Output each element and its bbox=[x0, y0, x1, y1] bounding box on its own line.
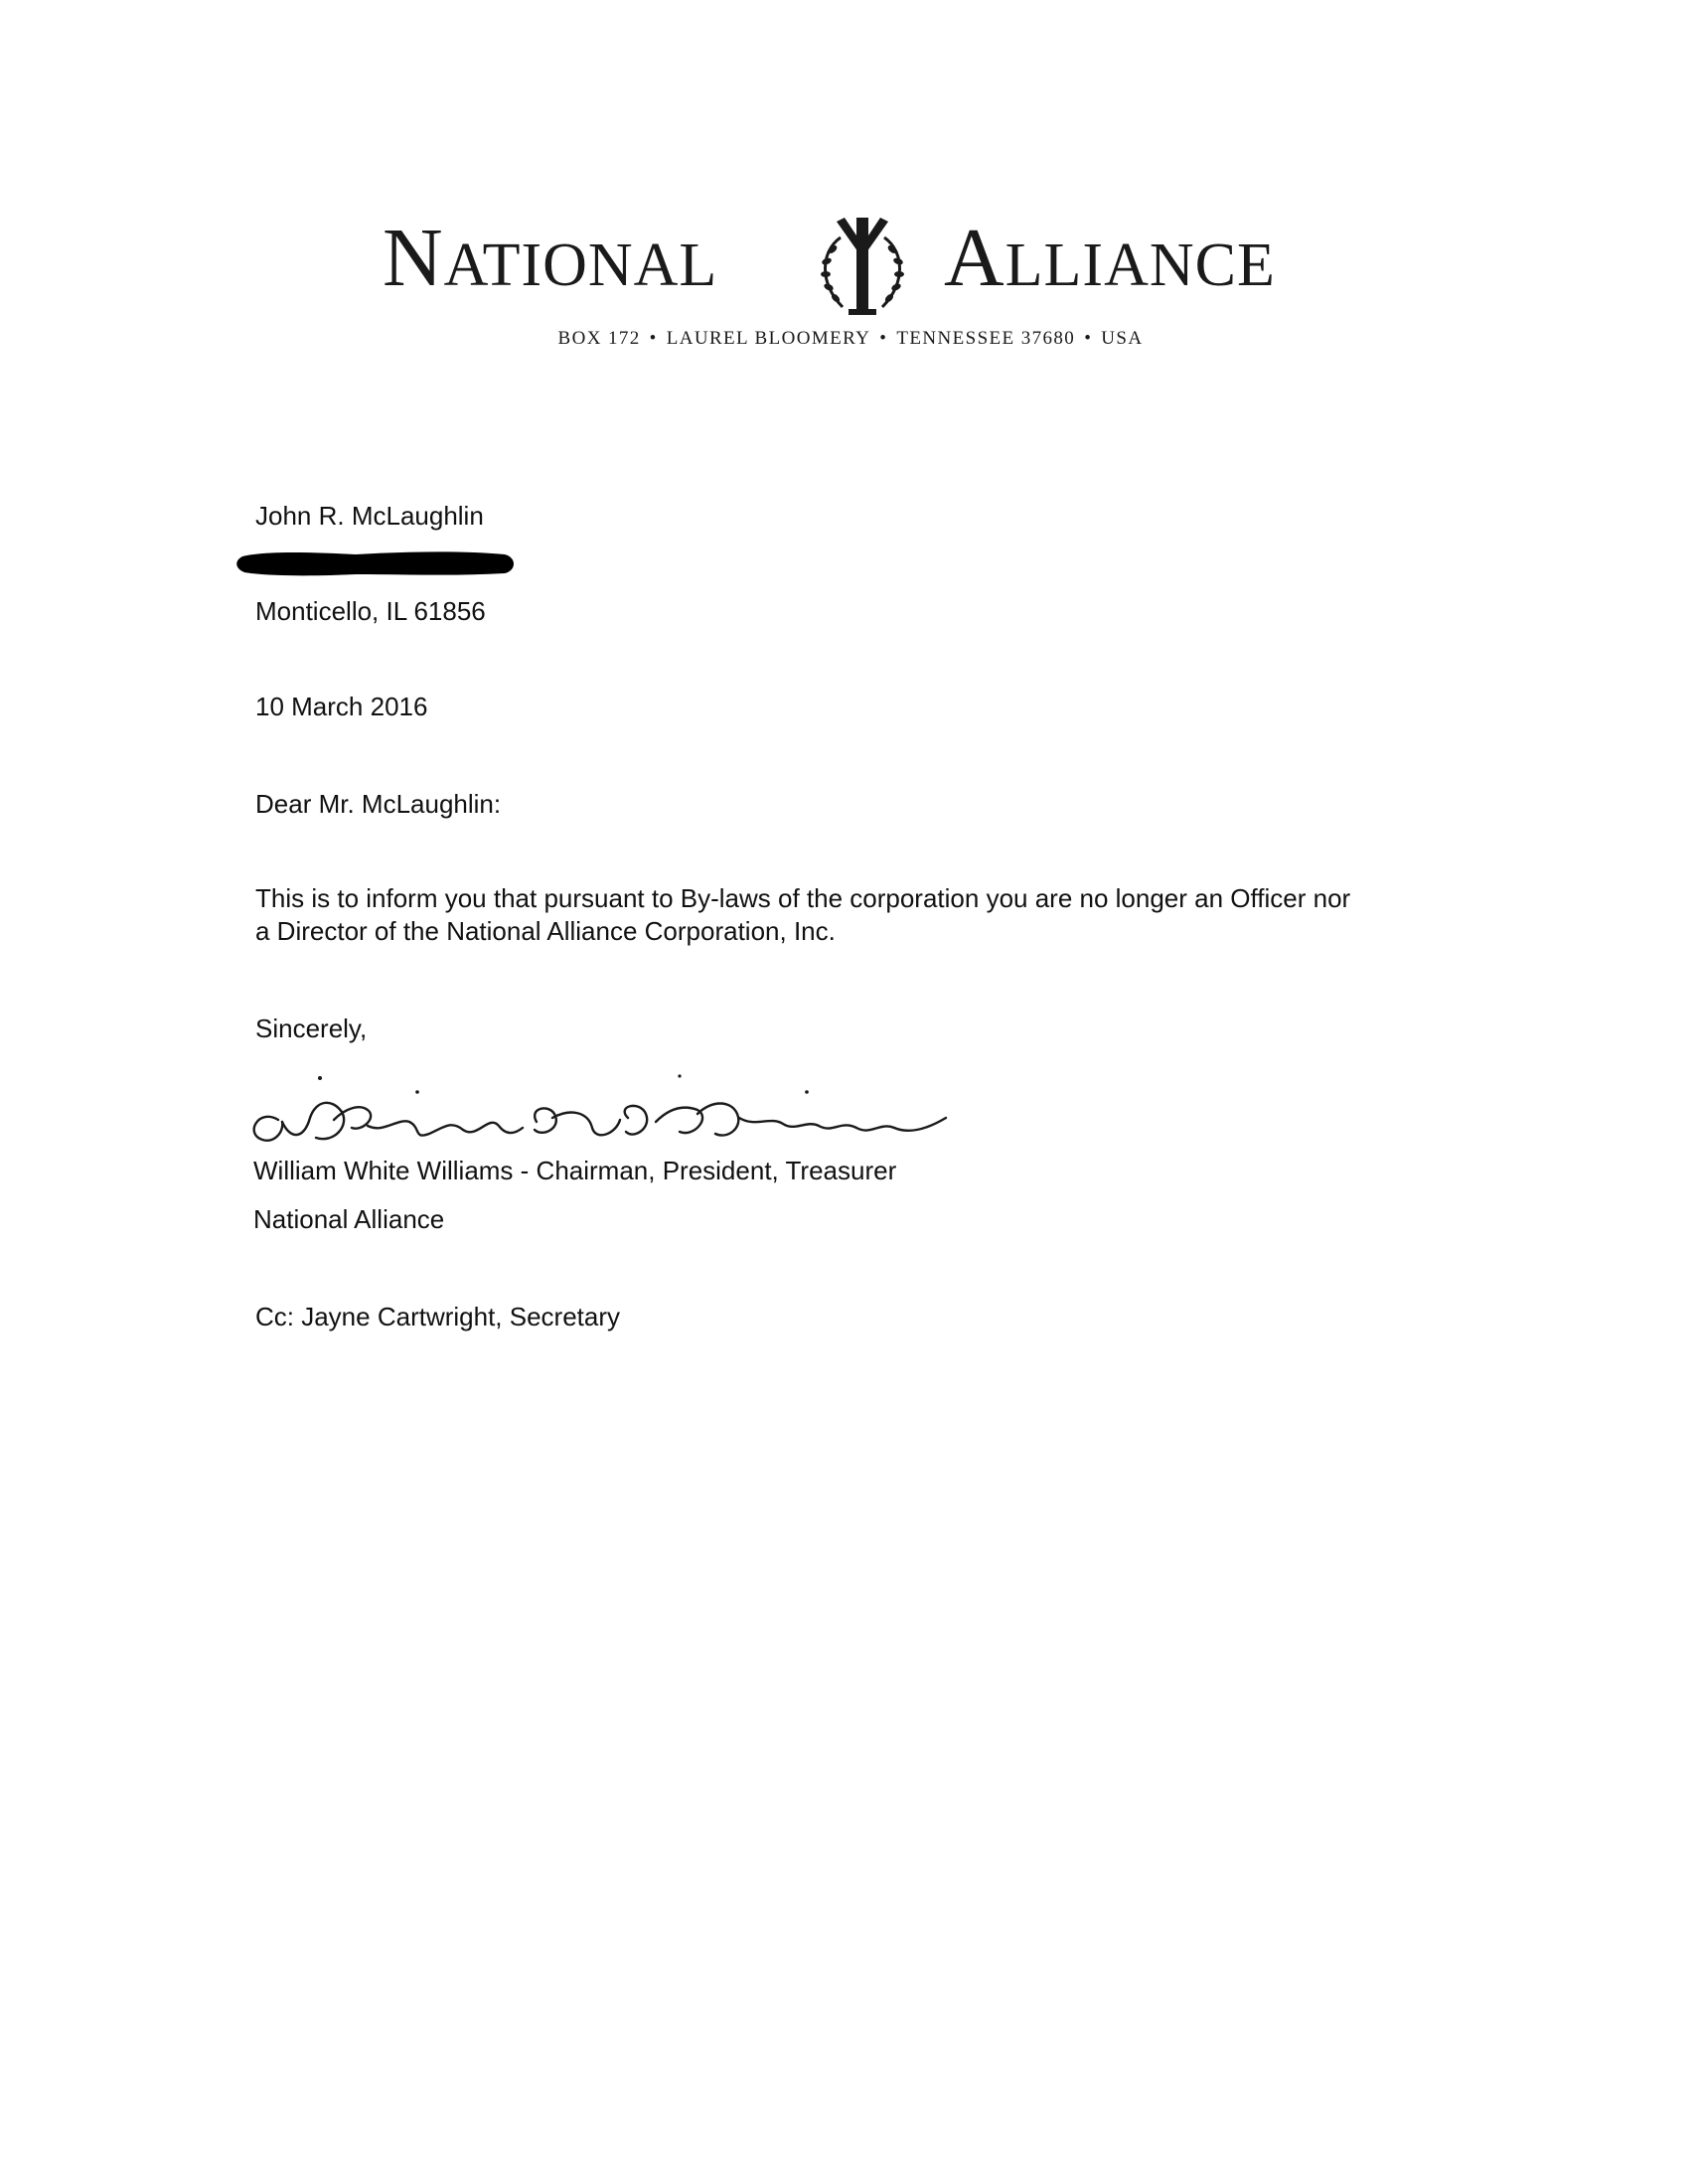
redaction-mark bbox=[236, 548, 517, 578]
address-state-zip: TENNESSEE 37680 bbox=[896, 328, 1076, 349]
recipient-city-line: Monticello, IL 61856 bbox=[255, 596, 486, 626]
body-line-1: This is to inform you that pursuant to By-laws of the corporation you are no longer an Officer nor bbox=[255, 883, 1351, 913]
letterhead bbox=[0, 214, 1701, 353]
body-line-2: a Director of the National Alliance Corporation, Inc. bbox=[255, 916, 836, 946]
letter-date: 10 March 2016 bbox=[255, 692, 428, 721]
bullet-separator: • bbox=[879, 328, 888, 349]
closing: Sincerely, bbox=[255, 1014, 368, 1043]
signer-name-title: William White Williams - Chairman, President, Treasurer bbox=[253, 1156, 897, 1185]
signer-organization: National Alliance bbox=[253, 1204, 445, 1234]
address-box: BOX 172 bbox=[557, 328, 641, 349]
bullet-separator: • bbox=[649, 328, 658, 349]
org-name-left bbox=[383, 214, 717, 310]
bullet-separator: • bbox=[1084, 328, 1093, 349]
recipient-name: John R. McLaughlin bbox=[255, 501, 484, 531]
org-name-right bbox=[944, 214, 1276, 310]
handwritten-signature bbox=[238, 1048, 1004, 1168]
org-name-right-initial: A bbox=[944, 212, 1005, 304]
salutation: Dear Mr. McLaughlin: bbox=[255, 789, 502, 819]
address-town: LAUREL BLOOMERY bbox=[666, 328, 871, 349]
org-name-left-rest: ATIONAL bbox=[443, 232, 718, 299]
org-name-left-initial: N bbox=[383, 212, 444, 304]
cc-line: Cc: Jayne Cartwright, Secretary bbox=[255, 1302, 621, 1331]
life-rune-wreath-emblem-icon bbox=[807, 212, 918, 323]
letterhead-address bbox=[0, 328, 1701, 350]
org-name-right-rest: LLIANCE bbox=[1005, 232, 1276, 299]
address-country: USA bbox=[1101, 328, 1144, 349]
